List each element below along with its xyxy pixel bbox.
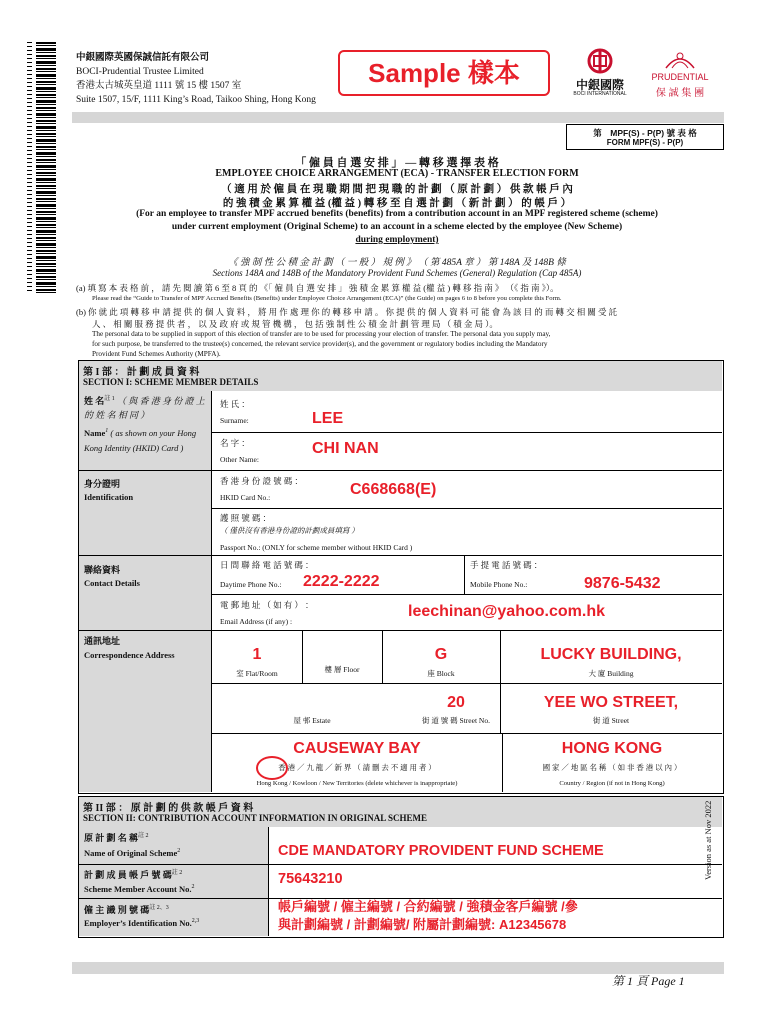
regulation-cn: 《 強 制 性 公 積 金 計 劃 （ 一 般 ） 規 例 》 （ 第 485A 章 ） 第 148A 及 148B 條 [228,258,566,268]
regulation-en: Sections 148A and 148B of the Mandatory Provident Fund Schemes (General) Regulation (Cap 485A) [212,268,582,278]
other-name-value[interactable]: CHI NAN [312,440,379,457]
address-label-en: Correspondence Address [84,650,175,660]
passport-note-cn: （ 僅供沒有香港身份證的計劃成員填寫 ） [220,526,359,535]
company-name-en: BOCI-Prudential Trustee Limited [76,67,204,77]
original-scheme-label: 原 計 劃 名 稱$^{註 2}$ [84,833,149,843]
street-no-label: 街 道 號 碼 Street No. [422,716,490,725]
building-value[interactable]: LUCKY BUILDING, [540,646,682,663]
original-scheme-label-en: Name of Original Scheme$^2$ [84,848,181,858]
region-label-cn: 香 港 ／ 九 龍 ／ 新 界 （ 請 刪 去 不 適 用 者 ） [278,763,436,772]
street-value[interactable]: YEE WO STREET, [543,694,679,711]
country-label-en: Country / Region (if not in Hong Kong) [559,780,665,787]
flat-label: 室 Flat/Room [236,669,278,678]
employer-id-label: 僱 主 識 別 號 碼$^{註 2、3}$ [84,905,169,915]
barcode-secondary [27,42,32,294]
mobile-value[interactable]: 9876-5432 [584,575,661,592]
note-b-en-2: for such purpose, be transferred to the trustee(s) concerned, the relevant service provider(s), and the government or regulatory bodies including the Mandatory [92,340,548,348]
header-band [72,112,724,123]
title-cn-2: （ 適 用 於 僱 員 在 現 職 期 間 把 現 職 的 計 劃 （ 原 計 劃 ） 供 款 帳 戶 內 [221,184,573,195]
name-label: 姓 名$^{註 1}$ （ 與 香 港 身 份 證 上 的 姓 名 相 同 ） [84,396,205,420]
company-address-cn: 香港太古城英皇道 1111 號 15 樓 1507 室 [76,81,242,91]
employer-id-label-en: Employer’s Identification No.$^{2,3}$ [84,918,200,928]
country-label-cn: 國 家 ／ 地 區 名 稱 （ 如 非 香 港 以 內 ） [542,763,682,772]
title-en-1: EMPLOYEE CHOICE ARRANGEMENT (ECA) - TRANSFER ELECTION FORM [215,168,579,179]
region-label-en: Hong Kong / Kowloon / New Territories (delete whichever is inappropriate) [256,780,458,787]
section-1-header: 第 I 部 ： 計 劃 成 員 資 料 SECTION I: SCHEME MEMBER DETAILS [79,361,722,391]
note-b-cn-1: (b) 你 就 此 項 轉 移 申 請 提 供 的 個 人 資 料 ， 將 用 作 處 理 你 的 轉 移 申 請 。 你 提 供 的 個 人 資 料 可 能 會 為 該 目 的 而 轉 交 相 關 受 託 [76,307,618,317]
employer-id-value-2[interactable]: 與計劃編號 / 計劃編號/ 附屬計劃編號: A12345678 [278,917,567,932]
estate-label: 屋 邨 Estate [293,716,331,725]
form-number-box: 第 MPF(S) - P(P) 號 表 格 FORM MPF(S) - P(P) [566,124,724,150]
hkid-label-en: HKID Card No.: [220,493,271,502]
prudential-emblem-icon [660,48,700,70]
page-number: 第 1 頁 Page 1 [612,974,685,988]
section-2-header: 第 II 部 ： 原 計 劃 的 供 款 帳 戶 資 料 SECTION II: CONTRIBUTION ACCOUNT INFORMATION IN ORIGINAL SCHEME [79,797,722,827]
barcode [36,42,56,294]
building-label: 大 廈 Building [588,669,634,678]
other-name-label-cn: 名 字 ： [220,438,250,448]
account-no-label: 計 劃 成 員 帳 戶 號 碼$^{註 2}$ [84,870,183,880]
original-scheme-value[interactable]: CDE MANDATORY PROVIDENT FUND SCHEME [278,843,604,859]
note-a-cn: (a) 填 寫 本 表 格 前 ， 請 先 閱 讀 第 6 至 8 頁 的 《「 僱 員 自 選 安 排 」 強 積 金 累 算 權 益 (權 益 ) 轉 移 指 南 》 （《 指 南 》）。 [76,283,559,293]
title-en-3: under current employment (Original Scheme) to an account in a scheme elected by the employee (New Scheme) [171,222,623,232]
day-phone-label-en: Daytime Phone No.: [220,580,282,589]
sample-stamp: Sample 樣本 [338,50,550,96]
email-value[interactable]: leechinan@yahoo.com.hk [408,603,605,620]
street-label: 街 道 Street [592,716,630,725]
identification-label-cn: 身分證明 [84,479,121,489]
mobile-label-en: Mobile Phone No.: [470,580,528,589]
identification-label-en: Identification [84,492,134,502]
account-no-value[interactable]: 75643210 [278,871,343,887]
email-label-cn: 電 郵 地 址 （ 如 有 ） ： [220,600,314,610]
district-value[interactable]: CAUSEWAY BAY [293,740,421,757]
hkid-value[interactable]: C668668(E) [350,481,437,498]
prudential-logo: PRUDENTIAL 保 誠 集 團 [648,48,712,100]
mobile-label-cn: 手 提 電 話 號 碼 ： [470,560,543,570]
passport-label-cn: 護 照 號 碼 ： [220,513,272,523]
passport-label-en: Passport No.: (ONLY for scheme member without HKID Card ) [220,543,413,552]
flat-value[interactable]: 1 [252,646,262,663]
surname-value[interactable]: LEE [312,410,344,427]
block-label: 座 Block [427,669,455,678]
title-en-2: (For an employee to transfer MPF accrued benefits (benefits) from a contribution account in an MPF registered scheme (scheme) [136,209,658,219]
day-phone-label-cn: 日 間 聯 絡 電 話 號 碼 ： [220,560,314,570]
account-no-label-en: Scheme Member Account No.$^2$ [84,884,195,894]
other-name-label-en: Other Name: [220,455,259,464]
company-address-en: Suite 1507, 15/F, 1111 King’s Road, Taikoo Shing, Hong Kong [76,95,316,105]
boci-logo: 中銀國際 BOCI INTERNATIONAL [565,48,635,100]
title-en-4: during employment) [355,235,439,245]
surname-label-en: Surname: [220,416,249,425]
note-b-en-1: The personal data to be supplied in support of this election of transfer are to be used for processing your election of transfer. The personal data you supply may, [92,330,551,338]
company-name-cn: 中銀國際英國保誠信託有限公司 [76,53,210,63]
version-note: Version as at Nov 2022 [703,800,713,880]
contact-label-cn: 聯絡資料 [84,565,121,575]
note-a-en: Please read the “Guide to Transfer of MPF Accrued Benefits (Benefits) under Employee Choice Arrangement (ECA)” (the Guide) on pages 6 to 8 before you complete this Form. [92,295,562,302]
note-b-en-3: Provident Fund Schemes Authority (MPFA). [92,350,221,358]
email-label-en: Email Address (if any) : [220,617,293,626]
contact-label-en: Contact Details [84,578,140,588]
day-phone-value[interactable]: 2222-2222 [303,573,380,590]
boci-emblem-icon [565,48,635,78]
address-label-cn: 通訊地址 [84,636,121,646]
street-no-value[interactable]: 20 [447,694,465,711]
surname-label-cn: 姓 氏 ： [220,399,250,409]
country-value[interactable]: HONG KONG [561,740,663,757]
title-cn-3: 的 強 積 金 累 算 權 益 (權 益 ) 轉 移 至 自 選 計 劃 （ 新 計 劃 ） 的 帳 戶 ） [222,198,572,209]
name-label-en: Name$^1$ ( as shown on your Hong Kong Identity (HKID) Card ) [84,427,197,453]
employer-id-value-1[interactable]: 帳戶編號 / 僱主編號 / 合約編號 / 強積金客戶編號 /參 [278,899,578,914]
note-b-cn-2: 人 、 相 關 服 務 提 供 者 ， 以 及 政 府 或 規 管 機 構 ， 包 括 強 制 性 公 積 金 計 劃 管 理 局 （ 積 金 局 ）。 [92,319,498,329]
title-cn-1: 「 僱 員 自 選 安 排 」 — 轉 移 選 擇 表 格 [295,157,499,169]
block-value[interactable]: G [434,646,448,663]
hkid-label-cn: 香 港 身 份 證 號 碼 ： [220,476,303,486]
floor-label: 樓 層 Floor [324,665,360,674]
